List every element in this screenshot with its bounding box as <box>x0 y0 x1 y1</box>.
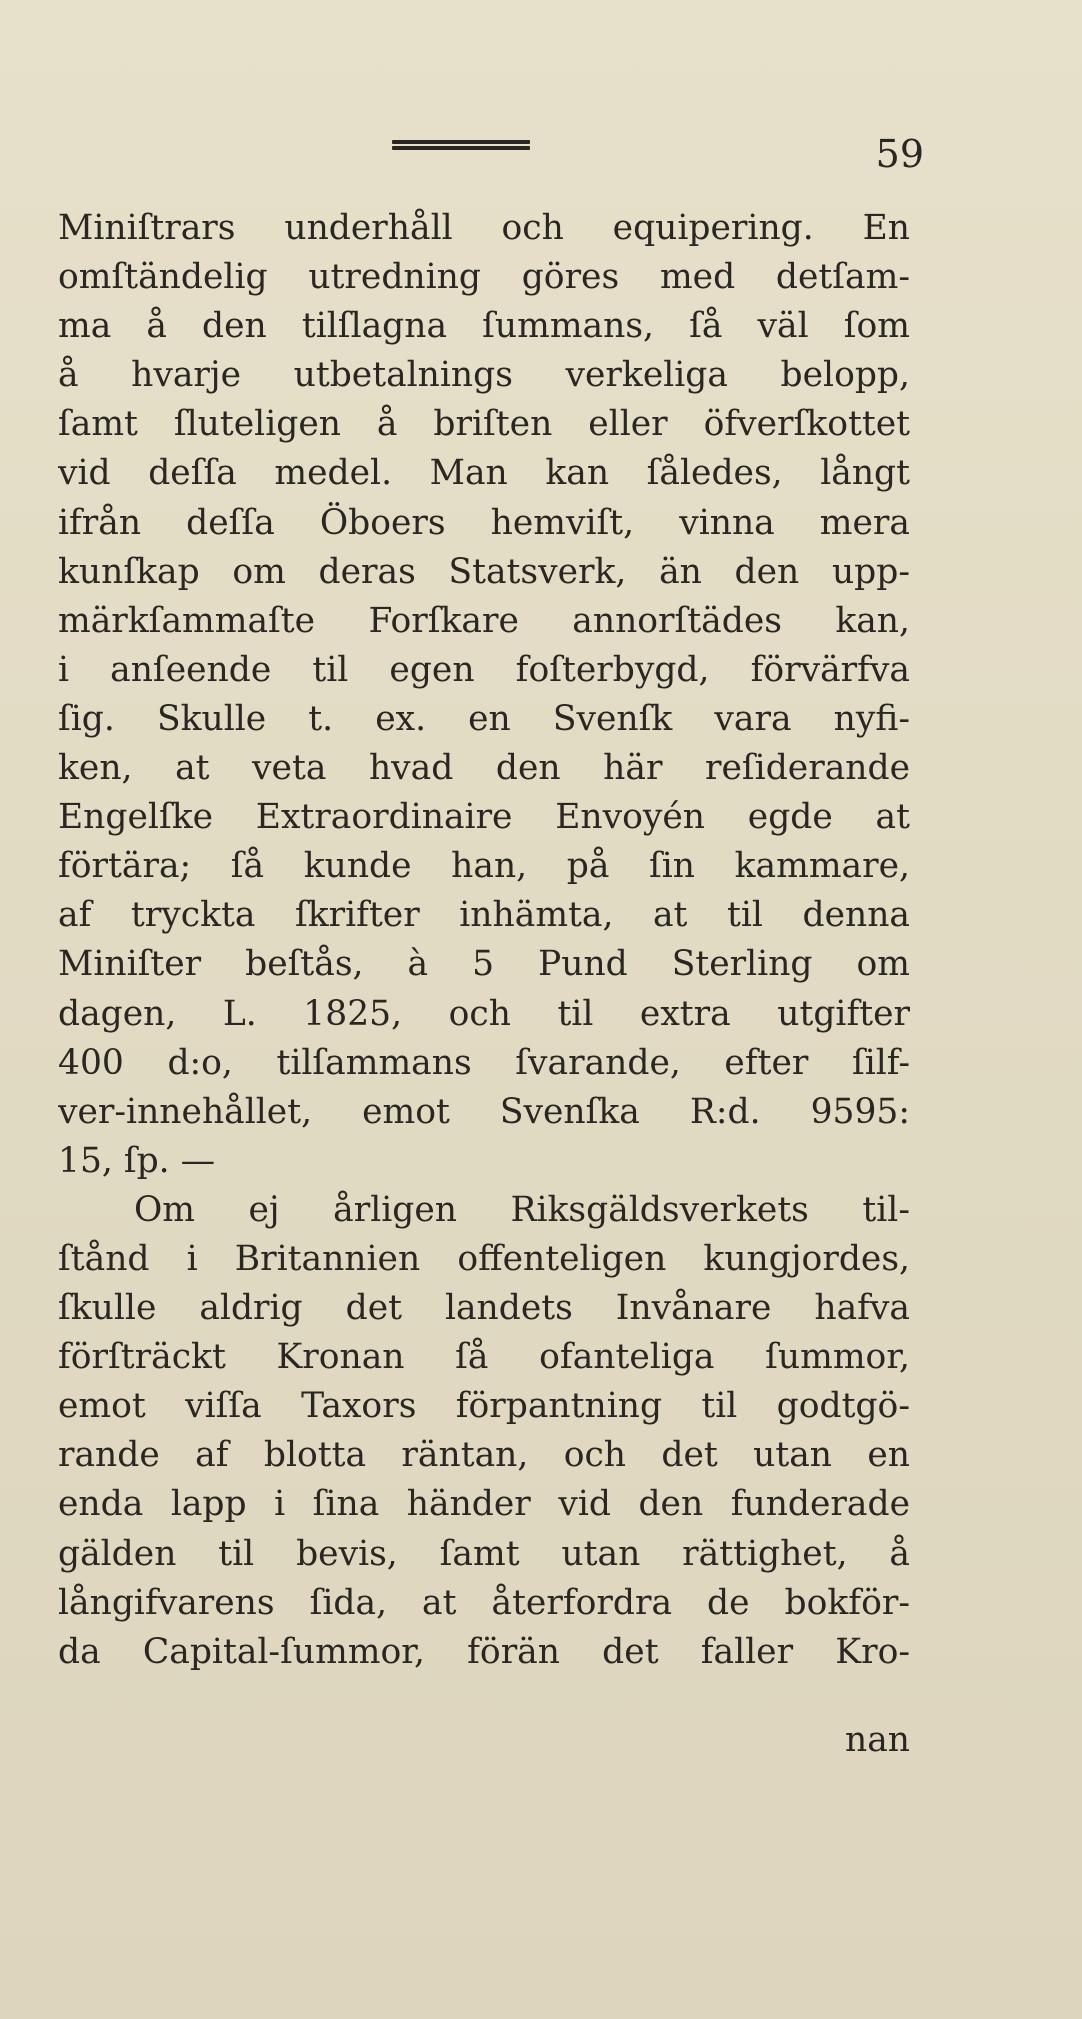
text-line: af tryckta ſkrifter inhämta, at til denna <box>58 895 910 936</box>
header-rule-bar <box>392 146 530 150</box>
text-line: ifrån deſſa Öboers hemviſt, vinna mera <box>58 502 910 543</box>
text-line: långifvarens ſida, at återfordra de bokför- <box>58 1582 910 1623</box>
text-line: märkſammaſte Forſkare annorſtädes kan, <box>58 600 910 641</box>
text-line: ſkulle aldrig det landets Invånare hafva <box>58 1288 910 1329</box>
text-line: gälden til bevis, ſamt utan rättighet, å <box>58 1533 910 1574</box>
header-rule-bar <box>392 140 530 144</box>
text-line: ſig. Skulle t. ex. en Svenſk vara nyfi- <box>58 698 910 739</box>
text-line: rande af blotta räntan, och det utan en <box>58 1435 910 1476</box>
text-line: vid deſſa medel. Man kan ſåledes, långt <box>58 453 910 494</box>
text-line: emot viſſa Taxors förpantning til godtgö- <box>58 1386 910 1427</box>
text-line: Om ej årligen Riksgäldsverkets til- <box>134 1189 910 1230</box>
text-line: 400 d:o, tilſammans ſvarande, efter ſilf- <box>58 1042 910 1083</box>
text-line: ken, at veta hvad den här reſiderande <box>58 748 910 789</box>
text-line: å hvarje utbetalnings verkeliga belopp, <box>58 355 910 396</box>
text-line: dagen, L. 1825, och til extra utgifter <box>58 993 910 1034</box>
text-line: ma å den tilſlagna ſummans, ſå väl ſom <box>58 306 910 347</box>
text-line: omſtändelig utredning göres med detſam- <box>58 257 910 298</box>
text-line: Engelſke Extraordinaire Envoyén egde at <box>58 797 910 838</box>
text-line: 15, ſp. — <box>58 1140 216 1181</box>
text-line: i anſeende til egen foſterbygd, förvärfva <box>58 649 910 690</box>
body-text <box>58 204 910 1677</box>
page-number: 59 <box>875 132 924 176</box>
catchword: nan <box>844 1720 910 1760</box>
text-line: Miniſtrars underhåll och equipering. En <box>58 208 910 248</box>
text-line: da Capital-ſummor, förän det faller Kro- <box>58 1631 910 1672</box>
text-line: ver-innehållet, emot Svenſka R:d. 9595: <box>58 1091 910 1132</box>
text-line: enda lapp i ſina händer vid den funderade <box>58 1484 910 1525</box>
text-line: förſträckt Kronan ſå ofanteliga ſummor, <box>58 1337 910 1378</box>
text-line: kunſkap om deras Statsverk, än den upp- <box>58 551 910 592</box>
header-rule <box>392 140 530 156</box>
text-line: Miniſter beſtås, à 5 Pund Sterling om <box>58 944 910 985</box>
text-line: ſtånd i Britannien offenteligen kungjordes, <box>58 1238 910 1279</box>
text-line: förtära; ſå kunde han, på ſin kammare, <box>58 846 910 887</box>
text-line: ſamt ſluteligen å briſten eller öfverſkottet <box>58 404 910 445</box>
